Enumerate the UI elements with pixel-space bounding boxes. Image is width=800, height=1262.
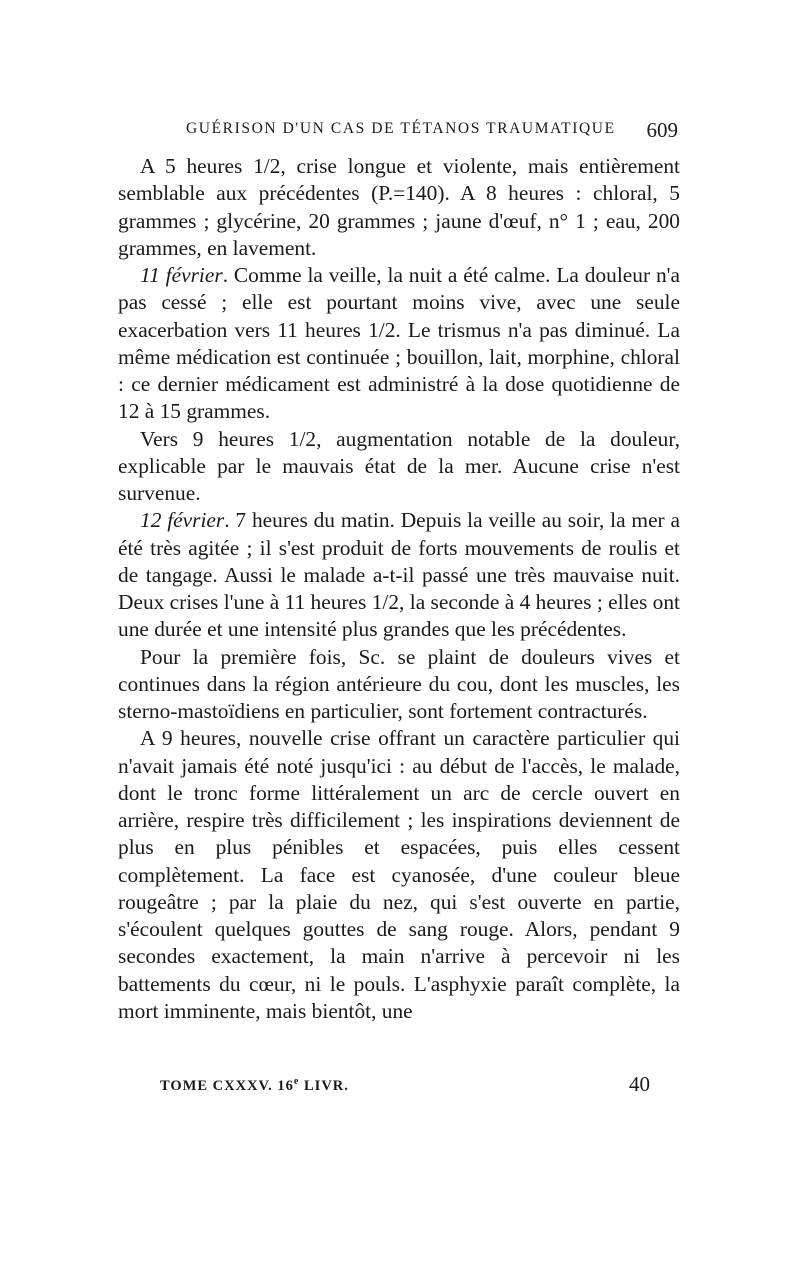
paragraph-text: A 9 heures, nouvelle crise offrant un caractère particulier qui n'avait jamais été noté jusqu'ici : au début de l'accès, le malade, dont le tronc forme littéralement un arc de cercle ouvert en arrière, respire très difficilement ; les inspirations deviennent de plus en plus pénibles et espacées, puis elles cessent complètement. La face est cyanosée, d'une couleur bleue rougeâtre ; par la plaie du nez, qui s'est ouverte en partie, s'écoulent quelques gouttes de sang rouge. Alors, pendant 9 secondes exactement, la main n'arrive à percevoir ni les battements du cœur, ni le pouls. L'asphyxie paraît complète, la mort imminente, mais bientôt, une [118,726,680,1023]
paragraph [118,644,680,726]
paragraph-text: . 7 heures du matin. Depuis la veille au soir, la mer a été très agitée ; il s'est produit de forts mouvements de roulis et de tangage. Aussi le malade a-t-il passé une très mauvaise nuit. Deux crises l'une à 11 heures 1/2, la seconde à 4 heures ; elles ont une durée et une intensité plus grandes que les précédentes. [118,508,681,642]
sheet-number: 40 [629,1072,650,1096]
signature-prefix: TOME CXXXV. 16 [160,1077,294,1094]
paragraph-text: Vers 9 heures 1/2, augmentation notable de la douleur, explicable par le mauvais état de la mer. Aucune crise n'est survenue. [118,426,680,505]
body-text [118,153,680,1025]
page-footer [160,1072,650,1100]
paragraph [118,262,680,426]
paragraph-text: A 5 heures 1/2, crise longue et violente, mais entièrement semblable aux précédentes (P.=140). A 8 heures : chloral, 5 grammes ; glycérine, 20 grammes ; jaune d'œuf, n° 1 ; eau, 200 grammes, en lavement. [118,154,680,260]
paragraph-text: . Comme la veille, la nuit a été calme. La douleur n'a pas cessé ; elle est pourtant moins vive, avec une seule exacerbation vers 11 heures 1/2. Le trismus n'a pas diminué. La même médication est continuée ; bouillon, lait, morphine, chloral : ce dernier médicament est administré à la dose quotidienne de 12 à 15 grammes. [118,263,681,424]
running-title: GUÉRISON D'UN CAS DE TÉTANOS TRAUMATIQUE [186,120,616,137]
signature-sup: e [293,1076,300,1087]
paragraph [118,725,680,1025]
page-number: 609 [646,118,678,142]
entry-date: 11 février [140,263,223,287]
running-header [186,118,678,148]
entry-date: 12 février [140,508,225,533]
paragraph-text: Pour la première fois, Sc. se plaint de douleurs vives et continues dans la région antérieure du cou, dont les muscles, les sterno-mastoïdiens en particulier, sont fortement contracturés. [118,644,680,723]
printer-signature [160,1076,349,1095]
paragraph [118,507,680,643]
signature-suffix: LIVR. [299,1077,349,1094]
paragraph [118,426,680,508]
paragraph [118,153,680,262]
